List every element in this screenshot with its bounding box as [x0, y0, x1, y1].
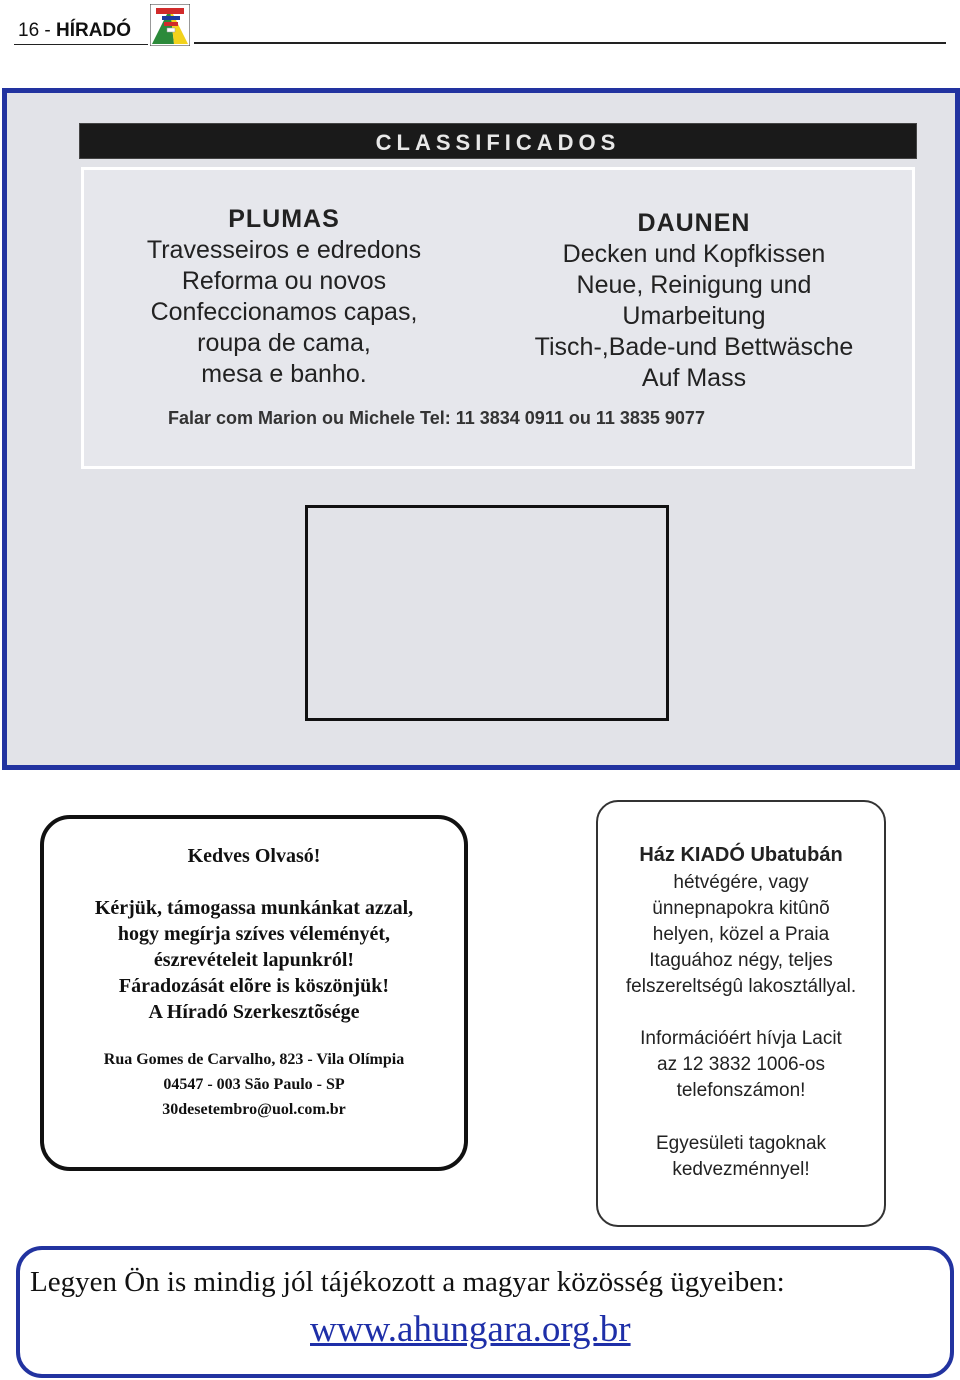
- classifieds-section: [2, 88, 960, 770]
- address-line: Rua Gomes de Carvalho, 823 - Vila Olímpia: [103, 1051, 405, 1068]
- ad-portuguese: [114, 204, 454, 390]
- house-ad-line: Itaguához négy, teljes: [649, 950, 833, 971]
- reader-body: [44, 895, 464, 1025]
- ad-de-line: Auf Mass: [641, 364, 747, 392]
- classified-ad-box: [81, 167, 915, 469]
- email-link[interactable]: 30desetembro@uol.com.br: [162, 1101, 346, 1118]
- house-ad-line: az 12 3832 1006-os: [657, 1054, 825, 1075]
- website-link[interactable]: www.ahungara.org.br: [310, 1309, 631, 1350]
- ad-pt-title: PLUMAS: [228, 205, 340, 233]
- ad-de-title: DAUNEN: [637, 209, 751, 237]
- website-banner: [16, 1246, 954, 1378]
- page-label: [18, 20, 131, 42]
- publication-name: HÍRADÓ: [56, 20, 131, 41]
- header-rule: [194, 42, 946, 44]
- house-ad-line: telefonszámon!: [676, 1080, 806, 1101]
- house-ad-discount: [598, 1131, 884, 1183]
- ad-de-line: Decken und Kopfkissen: [562, 240, 826, 268]
- house-ad-line: helyen, közel a Praia: [652, 924, 830, 945]
- reader-body-line: A Híradó Szerkesztõsége: [148, 1001, 360, 1023]
- address-line: 04547 - 003 São Paulo - SP: [163, 1076, 345, 1093]
- ad-pt-line: Reforma ou novos: [181, 267, 387, 295]
- reader-body-line: hogy megírja szíves véleményét,: [117, 923, 391, 945]
- ad-pt-line: roupa de cama,: [197, 329, 371, 357]
- ad-de-line: Neue, Reinigung und: [576, 271, 812, 299]
- ad-de-line: Umarbeitung: [622, 302, 766, 330]
- house-ad-line: felszereltségû lakosztállyal.: [625, 976, 857, 997]
- reader-body-line: Kérjük, támogassa munkánkat azzal,: [94, 897, 414, 919]
- ad-pt-line: Travesseiros e edredons: [146, 236, 422, 264]
- page-header: [14, 4, 946, 48]
- house-ad-line: Egyesületi tagoknak: [655, 1133, 827, 1154]
- empty-ad-slot: [305, 505, 669, 721]
- reader-body-line: Fáradozását elõre is köszönjük!: [118, 975, 390, 997]
- ad-pt-line: mesa e banho.: [201, 360, 367, 388]
- ad-de-line: Tisch-,Bade-und Bettwäsche: [534, 333, 854, 361]
- header-rule-left: [14, 44, 148, 45]
- house-ad-line: kedvezménnyel!: [672, 1159, 810, 1180]
- house-ad-line: ünnepnapokra kitûnõ: [652, 898, 830, 919]
- house-ad-title: Ház KIADÓ Ubatubán: [639, 844, 843, 866]
- classifieds-title: CLASSIFICADOS: [79, 123, 917, 159]
- house-ad-description: [598, 870, 884, 1000]
- reader-body-line: észrevételeit lapunkról!: [153, 949, 355, 971]
- hungarian-association-logo-icon: [150, 4, 190, 46]
- reader-greeting: Kedves Olvasó!: [187, 845, 321, 867]
- ad-contact: Falar com Marion ou Michele Tel: 11 3834 0911 ou 11 3835 9077: [168, 408, 705, 428]
- house-ad-line: Információért hívja Lacit: [640, 1028, 842, 1049]
- house-rental-ad: [596, 800, 886, 1227]
- page-number: 16 -: [18, 20, 51, 41]
- banner-text: Legyen Ön is mindig jól tájékozott a magyar közösség ügyeiben:: [30, 1266, 785, 1298]
- ad-pt-line: Confeccionamos capas,: [150, 298, 418, 326]
- editorial-address: [44, 1047, 464, 1122]
- reader-note: [40, 815, 468, 1171]
- ad-german: [494, 208, 894, 394]
- house-ad-contact: [598, 1026, 884, 1104]
- house-ad-line: hétvégére, vagy: [673, 872, 809, 893]
